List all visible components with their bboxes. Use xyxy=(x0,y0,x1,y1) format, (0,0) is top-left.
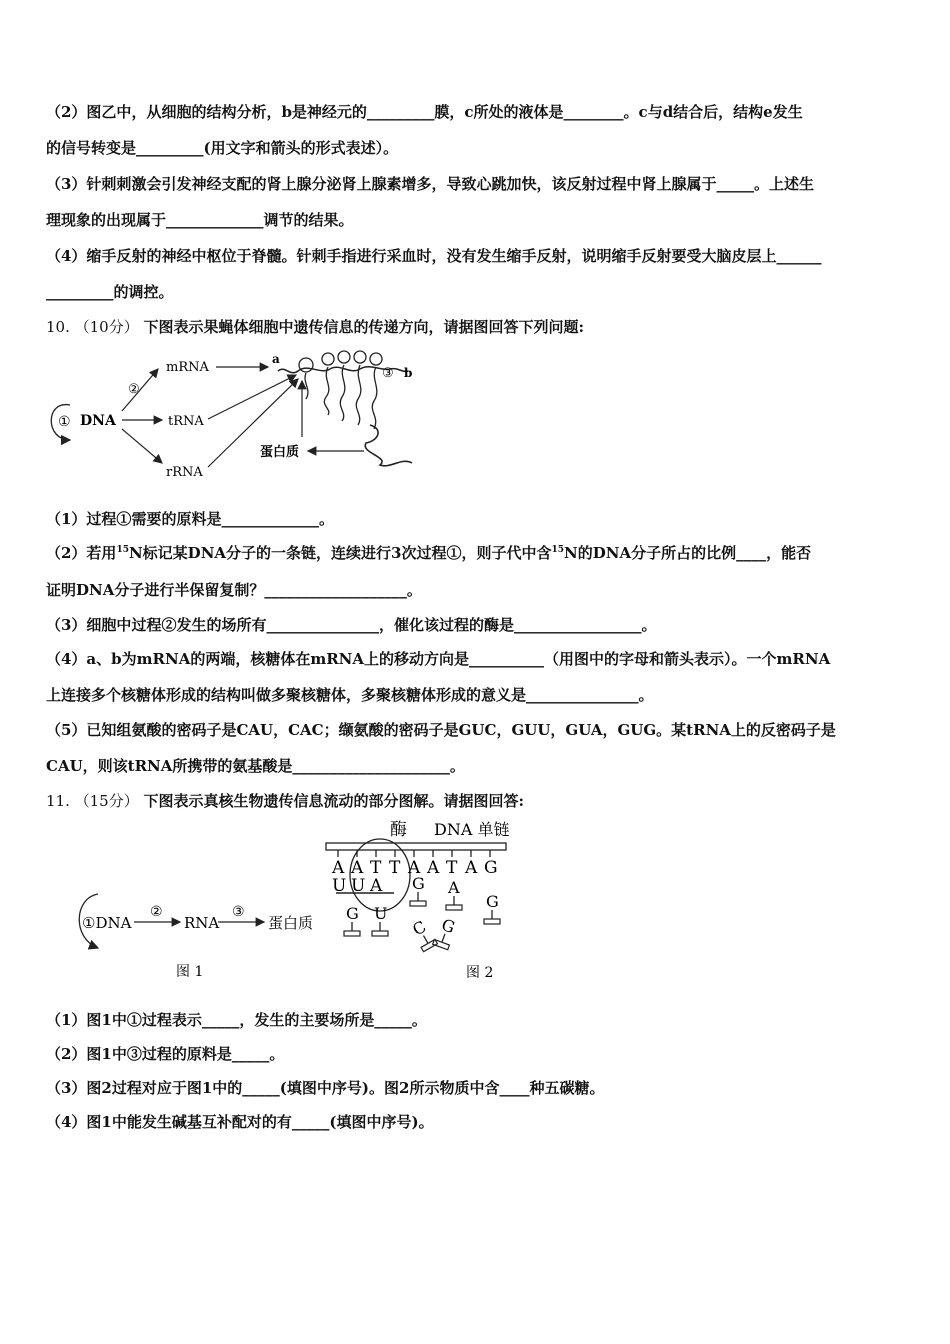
q9-part2-line2: 的信号转变是_________(用文字和箭头的形式表述）。 xyxy=(46,139,399,157)
q9-part3-line2: 理现象的出现属于_____________调节的结果。 xyxy=(46,211,354,229)
ribosome xyxy=(354,351,366,363)
rna-paired-base: U xyxy=(351,876,366,896)
trna-to-ribosome-arrow xyxy=(208,375,296,419)
q10-title: 下图表示果蝇体细胞中遗传信息的传递方向，请据图回答下列问题: xyxy=(143,318,585,336)
q10-part4-line2: 上连接多个核糖体形成的结构叫做多聚核糖体，多聚核糖体形成的意义是_______________。 xyxy=(46,686,654,704)
q9-part4-line1: （4）缩手反射的神经中枢位于脊髓。针刺手指进行采血时，没有发生缩手反射，说明缩手反射要受大脑皮层上______ xyxy=(46,247,822,265)
figure1-caption: 图 1 xyxy=(176,964,204,980)
q11-part4: （4）图1中能发生碱基互补配对的有_____(填图中序号)。 xyxy=(46,1113,434,1131)
q10-part3: （3）细胞中过程②发生的场所有_______________，催化该过程的酶是_________________。 xyxy=(46,616,657,634)
template-base: T xyxy=(370,858,382,878)
free-nucleotide xyxy=(372,904,388,936)
free-nucleotide xyxy=(410,874,426,906)
q10-part2-line2: 证明DNA分子进行半保留复制？___________________。 xyxy=(46,581,422,599)
template-base: A xyxy=(465,858,478,878)
q11-part2: （2）图1中③过程的原料是_____。 xyxy=(46,1045,285,1063)
q10-score: （10分） xyxy=(74,318,139,336)
peptide-chain xyxy=(372,367,377,429)
free-nucleotide xyxy=(446,878,462,910)
dna-backbone xyxy=(326,843,506,850)
mrna-end-a: a xyxy=(272,352,280,366)
q11-header xyxy=(46,791,524,811)
free-nucleotide xyxy=(484,892,500,924)
q10-number: 10. xyxy=(46,318,70,336)
mrna-label: mRNA xyxy=(166,360,209,375)
trna-label: tRNA xyxy=(168,414,204,429)
rrna-label: rRNA xyxy=(166,465,203,480)
template-base: A xyxy=(332,858,345,878)
free-nucleotide-base: G xyxy=(438,914,458,938)
q9-part2-line1: （2）图乙中，从细胞的结构分析，b是神经元的_________膜，c所处的液体是________。c与d结合后，结构e发生 xyxy=(46,103,803,121)
q10-part2-post: N的DNA分子所占的比例____，能否 xyxy=(564,544,812,562)
ribosome xyxy=(370,353,382,365)
dna-strand-label: DNA 单链 xyxy=(434,820,510,839)
protein-coil xyxy=(365,425,412,466)
process2-label: ② xyxy=(150,904,163,920)
q11-score: （15分） xyxy=(74,792,139,810)
template-base: G xyxy=(484,858,498,878)
template-base: A xyxy=(427,858,440,878)
q11-number: 11. xyxy=(46,792,70,810)
ribosome xyxy=(338,351,350,363)
template-base: A xyxy=(351,858,364,878)
rna-paired-base: A xyxy=(370,876,383,896)
protein-node: 蛋白质 xyxy=(268,914,314,932)
q11-part3: （3）图2过程对应于图1中的_____(填图中序号)。图2所示物质中含____种五碳糖。 xyxy=(46,1079,605,1097)
q11-figure2 xyxy=(318,815,538,985)
template-base: T xyxy=(446,858,458,878)
peptide-chain xyxy=(324,367,329,415)
free-nucleotide-sugar xyxy=(484,919,500,924)
peptide-chain xyxy=(305,373,308,399)
free-nucleotide-stem xyxy=(442,934,445,942)
process1-label: ① xyxy=(58,414,71,430)
template-base: T xyxy=(389,858,401,878)
free-nucleotide-base: A xyxy=(448,878,460,897)
q11-figure1 xyxy=(70,888,330,988)
rna-node: RNA xyxy=(184,914,220,932)
q10-part5-line2: CAU，则该tRNA所携带的氨基酸是_____________________。 xyxy=(46,757,465,775)
q10-part2-pre: （2）若用 xyxy=(46,544,117,562)
enzyme-label: 酶 xyxy=(390,820,407,840)
free-nucleotide xyxy=(408,916,438,952)
rna-paired-base: U xyxy=(332,876,347,896)
process3-label: ③ xyxy=(382,366,394,381)
ribosome xyxy=(322,353,334,365)
free-nucleotide-base: G xyxy=(486,892,499,911)
figure2-caption: 图 2 xyxy=(466,965,494,981)
q10-header xyxy=(46,317,584,337)
free-nucleotide xyxy=(344,904,360,936)
dna-label: DNA xyxy=(80,413,116,429)
free-nucleotide-sugar xyxy=(410,901,426,906)
process2-label: ② xyxy=(128,382,140,397)
isotope-superscript: 15 xyxy=(116,545,129,555)
q10-part1: （1）过程①需要的原料是_____________。 xyxy=(46,510,334,528)
q9-part3-line1: （3）针刺刺激会引发神经支配的肾上腺分泌肾上腺素增多，导致心跳加快，该反射过程中肾上腺属于_____。上述生 xyxy=(46,175,814,193)
isotope-superscript: 15 xyxy=(551,545,565,555)
mrna-end-b: b xyxy=(404,366,413,380)
q10-figure xyxy=(40,345,430,485)
q11-title: 下图表示真核生物遗传信息流动的部分图解。请据图回答: xyxy=(143,792,525,810)
ribosome xyxy=(299,358,313,372)
free-nucleotide-base: C xyxy=(409,916,430,940)
process3-label: ③ xyxy=(232,904,245,920)
peptide-chain xyxy=(356,365,361,425)
free-nucleotide-base: G xyxy=(412,874,425,893)
free-nucleotide-sugar xyxy=(446,905,462,910)
free-nucleotide-sugar xyxy=(372,931,388,936)
protein-label: 蛋白质 xyxy=(260,445,300,460)
free-nucleotide-stem xyxy=(424,936,429,944)
q10-part5-line1: （5）已知组氨酸的密码子是CAU，CAC；缬氨酸的密码子是GUC，GUU，GUA，GUG。某tRNA上的反密码子是 xyxy=(46,721,836,739)
peptide-chain xyxy=(340,365,345,421)
q10-part2-mid: N标记某DNA分子的一条链，连续进行3次过程①，则子代中含 xyxy=(128,544,552,562)
q11-part1: （1）图1中①过程表示_____，发生的主要场所是_____。 xyxy=(46,1011,427,1029)
dna-node: ①DNA xyxy=(82,914,132,932)
q9-part4-line2: _________的调控。 xyxy=(46,283,174,301)
free-nucleotide-sugar xyxy=(344,931,360,936)
template-base: A xyxy=(408,858,421,878)
q10-part2-line1 xyxy=(46,543,811,563)
q10-part4-line1: （4）a、b为mRNA的两端，核糖体在mRNA上的移动方向是__________（用图中的字母和箭头表示）。一个mRNA xyxy=(46,650,831,668)
free-nucleotide-base: G xyxy=(346,904,359,923)
dna-to-rrna-arrow xyxy=(122,429,162,463)
free-nucleotide-sugar xyxy=(433,940,450,950)
free-nucleotide-base: U xyxy=(374,904,388,923)
